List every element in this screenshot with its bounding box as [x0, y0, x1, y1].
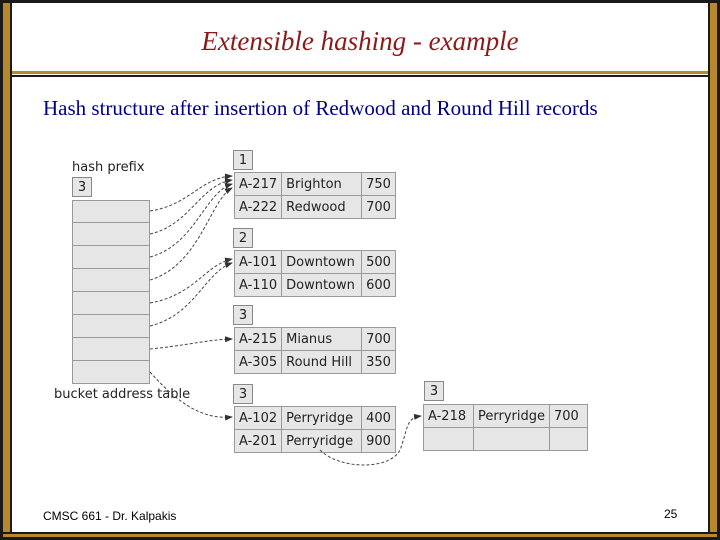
- record-branch: Perryridge: [282, 430, 362, 453]
- record-branch: Perryridge: [282, 407, 362, 430]
- address-table-cell: [72, 223, 150, 246]
- bucket-5-depth: 3: [424, 381, 444, 401]
- bucket-record: [235, 407, 396, 430]
- record-balance: 600: [362, 274, 396, 297]
- record-branch: Brighton: [282, 173, 362, 196]
- bucket-record: [235, 251, 396, 274]
- record-account: A-215: [235, 328, 282, 351]
- record-account: [424, 428, 474, 451]
- record-branch: Redwood: [282, 196, 362, 219]
- address-table-cell: [72, 200, 150, 223]
- slide-title: Extensible hashing - example: [201, 26, 519, 56]
- bucket-record: [235, 196, 396, 219]
- record-balance: 700: [362, 328, 396, 351]
- bucket-record: [235, 430, 396, 453]
- record-account: A-217: [235, 173, 282, 196]
- bucket-address-table-label: bucket address table: [54, 387, 191, 402]
- record-balance: 500: [362, 251, 396, 274]
- record-account: A-222: [235, 196, 282, 219]
- bucket-4-depth: 3: [233, 384, 253, 404]
- record-balance: 350: [362, 351, 396, 374]
- record-balance: [550, 428, 588, 451]
- record-account: A-218: [424, 405, 474, 428]
- record-balance: 900: [362, 430, 396, 453]
- address-table-cell: [72, 269, 150, 292]
- bucket-1-depth: 1: [233, 150, 253, 170]
- address-table-cell: [72, 338, 150, 361]
- bucket-record: [235, 173, 396, 196]
- record-branch: Perryridge: [474, 405, 550, 428]
- record-branch: Downtown: [282, 274, 362, 297]
- address-table-cell: [72, 315, 150, 338]
- bucket-5: [423, 404, 588, 451]
- address-table-cell: [72, 246, 150, 269]
- bucket-address-table: [72, 200, 150, 384]
- record-balance: 750: [362, 173, 396, 196]
- record-branch: Downtown: [282, 251, 362, 274]
- record-account: A-110: [235, 274, 282, 297]
- bucket-record: [235, 328, 396, 351]
- record-account: A-305: [235, 351, 282, 374]
- record-account: A-102: [235, 407, 282, 430]
- bucket-4: [234, 406, 396, 453]
- bucket-record: [235, 274, 396, 297]
- record-balance: 400: [362, 407, 396, 430]
- bucket-record: [235, 351, 396, 374]
- bucket-3: [234, 327, 396, 374]
- bucket-2-depth: 2: [233, 228, 253, 248]
- record-branch: [474, 428, 550, 451]
- record-branch: Round Hill: [282, 351, 362, 374]
- bucket-record: [424, 428, 588, 451]
- footer-course-label: CMSC 661 - Dr. Kalpakis: [43, 509, 177, 523]
- bucket-1: [234, 172, 396, 219]
- bucket-3-depth: 3: [233, 305, 253, 325]
- slide-subtitle: Hash structure after insertion of Redwood and Round Hill records: [43, 96, 598, 120]
- hash-prefix-label: hash prefix: [72, 160, 145, 175]
- record-account: A-101: [235, 251, 282, 274]
- address-table-cell: [72, 361, 150, 384]
- page-number: 25: [664, 507, 678, 521]
- address-table-cell: [72, 292, 150, 315]
- record-account: A-201: [235, 430, 282, 453]
- bucket-record: [424, 405, 588, 428]
- bucket-2: [234, 250, 396, 297]
- record-balance: 700: [550, 405, 588, 428]
- record-branch: Mianus: [282, 328, 362, 351]
- record-balance: 700: [362, 196, 396, 219]
- global-depth-box: 3: [72, 177, 92, 197]
